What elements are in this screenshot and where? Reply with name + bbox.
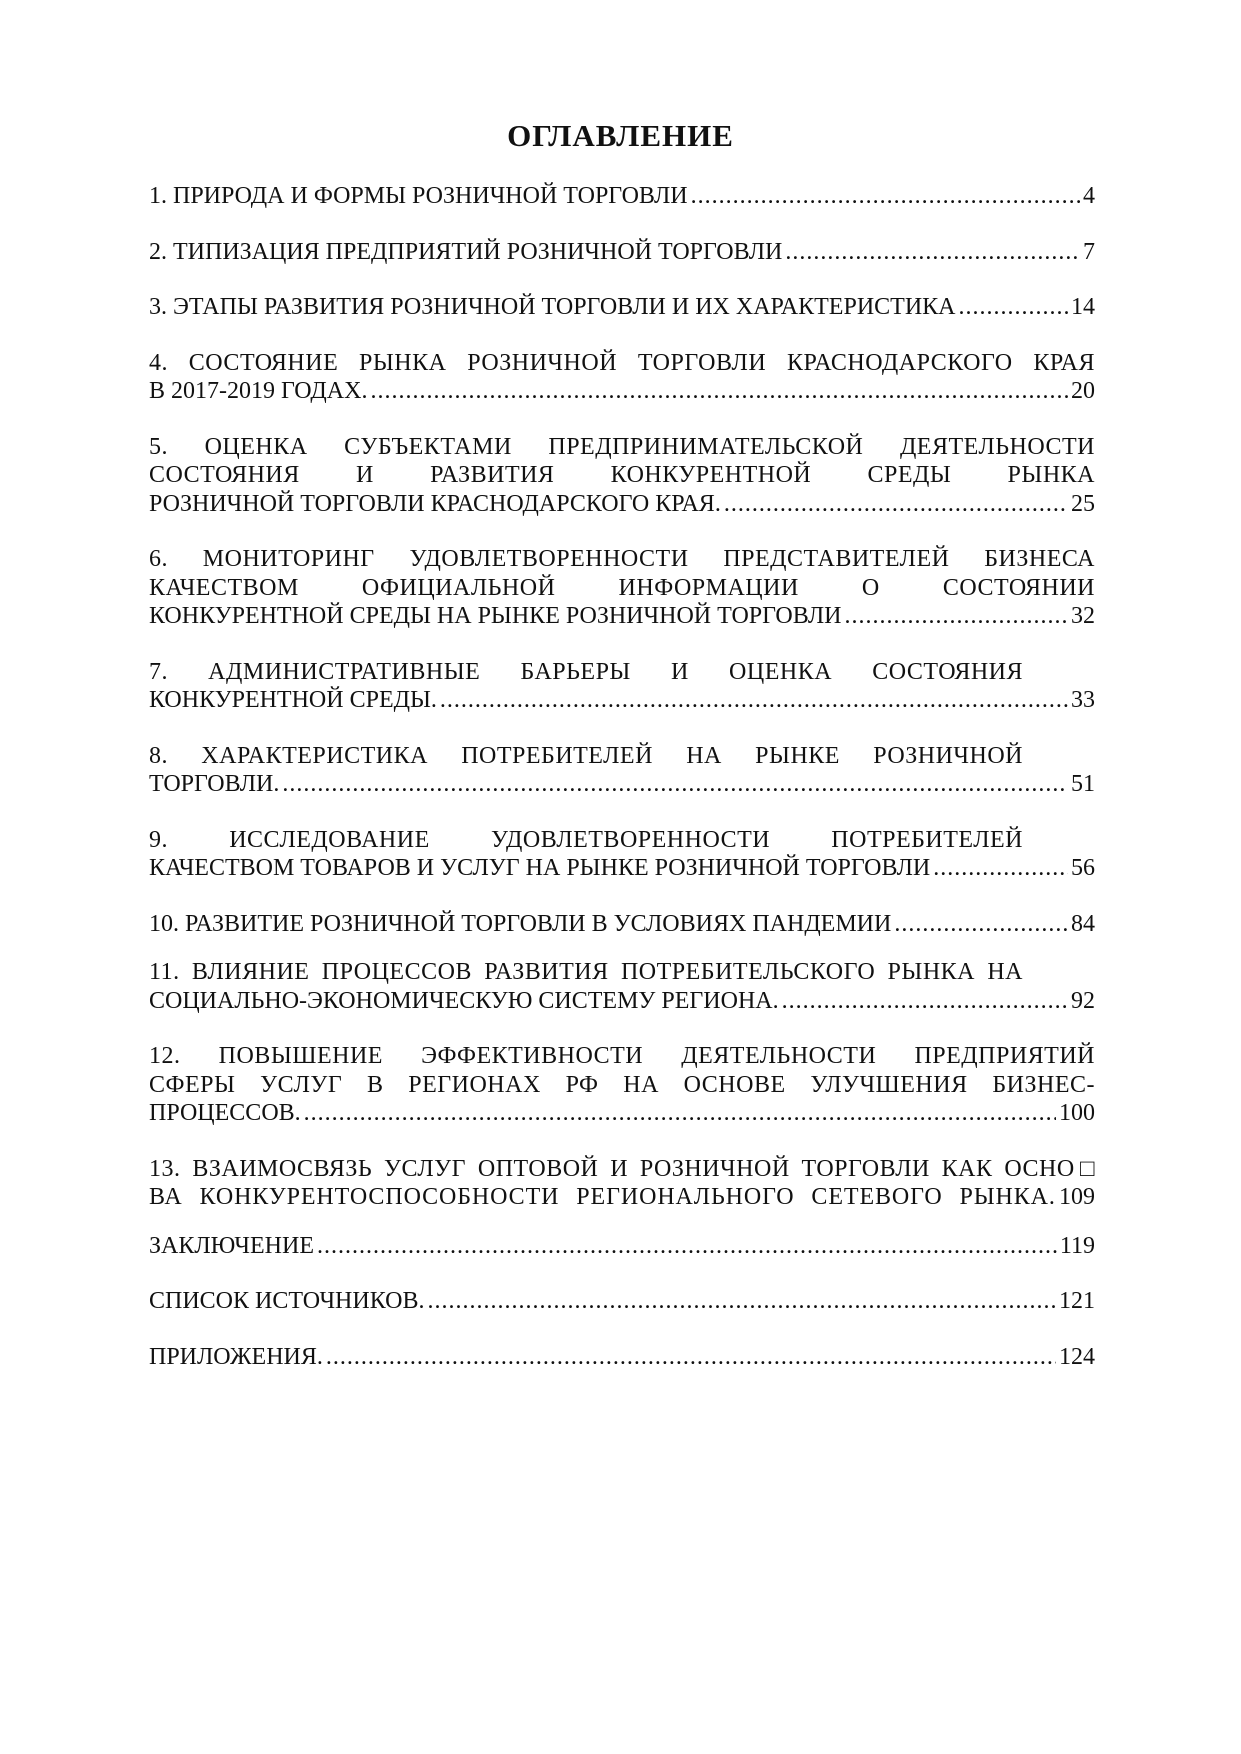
toc-entry[interactable] [149,1042,1095,1128]
toc-page-number: 25 [1071,490,1095,517]
toc-page-number: 92 [1071,987,1095,1014]
toc-entry-last-line [149,238,1095,267]
toc-entry-last-line [149,293,1095,322]
toc-page-number: 33 [1071,687,1095,713]
toc-leader-dots [370,377,1068,406]
page-title: ОГЛАВЛЕНИЕ [507,118,734,153]
toc-entry-title: В 2017-2019 ГОДАХ. [149,378,368,404]
toc-entry-title: 2. ТИПИЗАЦИЯ ПРЕДПРИЯТИЙ РОЗНИЧНОЙ ТОРГОВЛИ [149,238,783,265]
toc-entry-line: 11. ВЛИЯНИЕ ПРОЦЕССОВ РАЗВИТИЯ ПОТРЕБИТЕЛЬСКОГО РЫНКА НА [149,959,1023,985]
toc-entry-title: 10. РАЗВИТИЕ РОЗНИЧНОЙ ТОРГОВЛИ В УСЛОВИЯХ ПАНДЕМИИ [149,910,892,937]
toc-entry-lines [149,826,1023,855]
toc-entry[interactable] [149,958,1095,1015]
toc-leader-dots [440,686,1068,715]
toc-leader-dots [304,1099,1056,1128]
toc-entry-lines [149,433,1095,490]
toc-leader-dots [958,293,1068,322]
toc-entry-title: ТОРГОВЛИ. [149,771,280,797]
toc-entry-title: СОЦИАЛЬНО-ЭКОНОМИЧЕСКУЮ СИСТЕМУ РЕГИОНА. [149,987,779,1014]
toc-page-number: 124 [1059,1343,1095,1370]
toc-leader-dots [894,910,1068,939]
toc-page-number: 51 [1071,771,1095,797]
toc-entry[interactable] [149,1155,1095,1212]
toc-entry-title: 3. ЭТАПЫ РАЗВИТИЯ РОЗНИЧНОЙ ТОРГОВЛИ И ИХ ХАРАКТЕРИСТИКА [149,294,956,320]
toc-entry-last-line [149,910,1095,939]
toc-entry-lines [149,658,1023,687]
toc-page-number: 109 [1059,1184,1095,1210]
toc-entry-title: КОНКУРЕНТНОЙ СРЕДЫ. [149,687,437,713]
toc-page-number: 84 [1071,910,1095,937]
toc-entry-last-line [149,1287,1095,1316]
toc-leader-dots [317,1232,1057,1261]
toc-entry-last-line [149,854,1095,883]
toc-entry-last-line [149,377,1095,406]
toc-entry-title: ПРИЛОЖЕНИЯ. [149,1343,323,1370]
toc-entry-last-line [149,1099,1095,1128]
toc-entry[interactable] [149,349,1095,406]
toc-entry[interactable] [149,742,1095,799]
toc-page-number: 121 [1059,1288,1095,1314]
toc-entry-line: 4. СОСТОЯНИЕ РЫНКА РОЗНИЧНОЙ ТОРГОВЛИ КРАСНОДАРСКОГО КРАЯ [149,349,1095,376]
toc-page-number: 20 [1071,378,1095,404]
toc-entry[interactable] [149,238,1095,267]
toc-entry-lines [149,742,1023,771]
toc-entry-title: СПИСОК ИСТОЧНИКОВ. [149,1288,425,1314]
toc-entry-lines [149,1042,1095,1099]
toc-entry-last-line [149,1232,1095,1261]
toc-leader-dots [782,987,1068,1016]
toc-entry-line: 5. ОЦЕНКА СУБЪЕКТАМИ ПРЕДПРИНИМАТЕЛЬСКОЙ ДЕЯТЕЛЬНОСТИ [149,433,1095,460]
toc-page-number: 100 [1059,1100,1095,1126]
toc-entry-line: 6. МОНИТОРИНГ УДОВЛЕТВОРЕННОСТИ ПРЕДСТАВИТЕЛЕЙ БИЗНЕСА [149,546,1095,572]
toc-entry-title: ПРОЦЕССОВ. [149,1100,301,1126]
toc-entry-title: РОЗНИЧНОЙ ТОРГОВЛИ КРАСНОДАРСКОГО КРАЯ. [149,490,721,517]
toc-entry-title: 1. ПРИРОДА И ФОРМЫ РОЗНИЧНОЙ ТОРГОВЛИ [149,183,688,209]
toc-leader-dots [427,1287,1056,1316]
toc-entry-last-line [149,1343,1095,1372]
toc-entry[interactable] [149,293,1095,322]
toc-entry-last-line [149,686,1095,715]
toc-entry-title: ВА КОНКУРЕНТОСПОСОБНОСТИ РЕГИОНАЛЬНОГО СЕТЕВОГО РЫНКА. [149,1184,1056,1210]
toc-entry[interactable] [149,182,1095,211]
toc-page-number: 7 [1083,238,1095,265]
toc-entry-line: 7. АДМИНИСТРАТИВНЫЕ БАРЬЕРЫ И ОЦЕНКА СОСТОЯНИЯ [149,658,1023,685]
toc-entry-line: КАЧЕСТВОМ ОФИЦИАЛЬНОЙ ИНФОРМАЦИИ О СОСТОЯНИИ [149,574,1095,601]
toc-entry[interactable] [149,1232,1095,1261]
toc-leader-dots [933,854,1068,883]
toc-entry-line: 9. ИССЛЕДОВАНИЕ УДОВЛЕТВОРЕННОСТИ ПОТРЕБИТЕЛЕЙ [149,826,1023,853]
toc-leader-dots [691,182,1080,211]
toc-page-number: 14 [1071,294,1095,320]
table-of-contents [149,182,1095,1398]
toc-page-number: 32 [1071,603,1095,629]
toc-leader-dots [326,1343,1056,1372]
toc-entry-lines [149,958,1023,987]
toc-entry-line: 12. ПОВЫШЕНИЕ ЭФФЕКТИВНОСТИ ДЕЯТЕЛЬНОСТИ ПРЕДПРИЯТИЙ [149,1043,1095,1069]
toc-leader-dots [724,490,1068,519]
toc-page-number: 56 [1071,855,1095,881]
toc-entry-title: КАЧЕСТВОМ ТОВАРОВ И УСЛУГ НА РЫНКЕ РОЗНИЧНОЙ ТОРГОВЛИ [149,855,931,881]
toc-entry-title: КОНКУРЕНТНОЙ СРЕДЫ НА РЫНКЕ РОЗНИЧНОЙ ТОРГОВЛИ [149,603,842,629]
toc-entry-line: 8. ХАРАКТЕРИСТИКА ПОТРЕБИТЕЛЕЙ НА РЫНКЕ РОЗНИЧНОЙ [149,742,1023,769]
toc-entry-last-line [149,602,1095,631]
toc-entry-line: СОСТОЯНИЯ И РАЗВИТИЯ КОНКУРЕНТНОЙ СРЕДЫ РЫНКА [149,462,1095,488]
toc-leader-dots [844,602,1068,631]
toc-entry-title: ЗАКЛЮЧЕНИЕ [149,1232,314,1259]
toc-entry[interactable] [149,910,1095,939]
toc-page-number: 119 [1059,1232,1095,1259]
toc-entry-line: СФЕРЫ УСЛУГ В РЕГИОНАХ РФ НА ОСНОВЕ УЛУЧШЕНИЯ БИЗНЕС- [149,1071,1095,1098]
toc-entry[interactable] [149,1343,1095,1372]
toc-entry-last-line [149,490,1095,519]
toc-entry[interactable] [149,1287,1095,1316]
toc-entry[interactable] [149,826,1095,883]
toc-leader-dots [282,770,1068,799]
toc-entry-line: 13. ВЗАИМОСВЯЗЬ УСЛУГ ОПТОВОЙ И РОЗНИЧНОЙ ТОРГОВЛИ КАК ОСНО□ [149,1155,1095,1182]
toc-entry-lines [149,545,1095,602]
toc-entry-last-line [149,987,1095,1016]
toc-page-number: 4 [1083,183,1095,209]
toc-entry[interactable] [149,433,1095,519]
toc-entry-lines [149,349,1095,378]
toc-entry-lines [149,1155,1095,1184]
toc-entry[interactable] [149,545,1095,631]
toc-entry-last-line [149,1183,1095,1212]
toc-entry-last-line [149,770,1095,799]
toc-entry[interactable] [149,658,1095,715]
toc-entry-last-line [149,182,1095,211]
toc-leader-dots [785,238,1080,267]
